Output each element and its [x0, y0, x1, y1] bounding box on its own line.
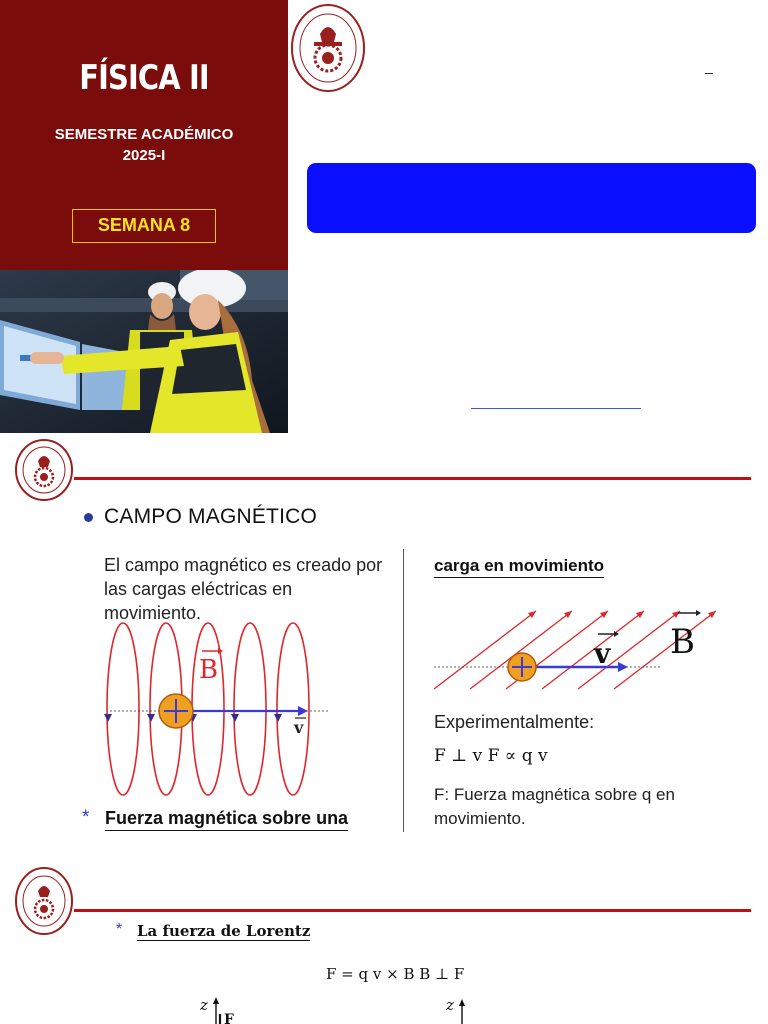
course-title: FÍSICA II — [79, 58, 209, 98]
semester-label: SEMESTRE ACADÉMICO — [54, 126, 234, 143]
lorentz-heading: La fuerza de Lorentz — [137, 922, 311, 940]
week-badge: SEMANA 8 — [72, 209, 216, 243]
moving-charge-heading: carga en movimiento — [434, 556, 604, 578]
section-title: CAMPO MAGNÉTICO — [104, 505, 318, 528]
axis-diagram-right — [444, 994, 474, 1024]
star-bullet: * — [82, 807, 90, 828]
column-divider — [403, 549, 404, 832]
link-underline[interactable] — [471, 408, 641, 409]
dash-mark: – — [705, 64, 713, 80]
axis-diagram-left — [196, 994, 256, 1024]
semester-year: 2025-I — [122, 147, 166, 164]
axis-left-graphic — [196, 994, 256, 1024]
field-loops-diagram — [98, 618, 338, 800]
axis-z-label: z — [200, 996, 208, 1014]
uniform-field-diagram — [430, 603, 722, 695]
uniform-field-figure — [430, 603, 722, 695]
university-seal-small-graphic-2 — [14, 867, 74, 935]
university-seal-small-graphic — [14, 439, 74, 501]
title-rule-2 — [74, 909, 751, 912]
title-rule — [74, 477, 751, 480]
force-heading: Fuerza magnética sobre una — [105, 808, 348, 831]
lorentz-formula: F = q v × B B ⊥ F — [326, 965, 465, 983]
force-definition: F: Fuerza magnética sobre q en movimiento. — [434, 785, 675, 828]
axis-z-label-2: z — [446, 996, 454, 1014]
axis-f-label: F — [224, 1012, 234, 1024]
star-bullet-2: * — [116, 921, 123, 938]
velocity-label: v — [294, 718, 304, 737]
university-seal-graphic — [290, 2, 366, 92]
engineers-photo-illustration — [0, 270, 288, 433]
experiment-label: Experimentalmente: — [434, 712, 595, 732]
magnetic-field-loops-figure — [98, 618, 338, 800]
blue-banner — [307, 163, 756, 233]
field-label: B — [199, 655, 219, 685]
big-velocity-label: v — [594, 637, 611, 670]
university-seal — [290, 2, 366, 92]
university-seal-small-2 — [14, 867, 74, 935]
force-relations: F ⊥ v F ∝ q v — [434, 746, 548, 766]
big-field-label: B — [670, 622, 695, 662]
intro-text: El campo magnético es creado por las cargas eléctricas en movimiento. — [104, 555, 383, 623]
bullet-icon — [84, 513, 93, 522]
engineers-photo — [0, 270, 288, 433]
university-seal-small — [14, 439, 74, 501]
axis-right-graphic — [444, 994, 474, 1024]
